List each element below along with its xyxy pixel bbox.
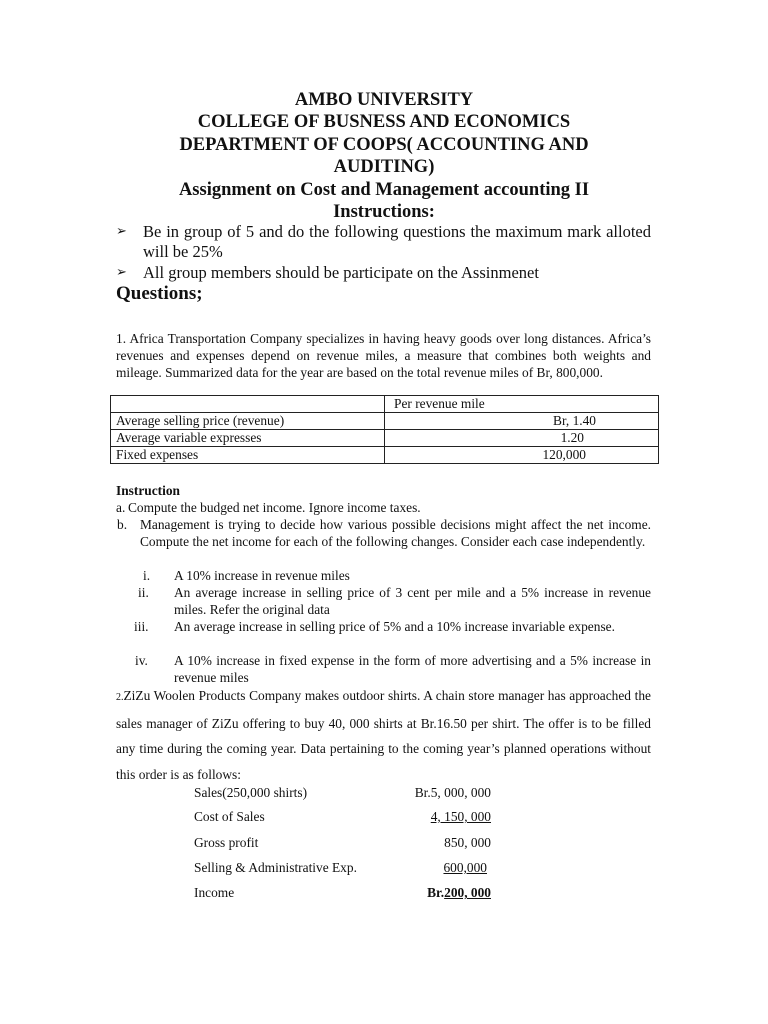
table-row bbox=[111, 447, 659, 464]
question-1-text bbox=[116, 330, 651, 381]
question-body: ZiZu Woolen Products Company makes outdoor shirts. A chain store manager has approached the sales manager of ZiZu offering to buy 40, 000 shirts at Br.16.50 per shirt. The offer is to be filled any time during the coming year. Data pertaining to the coming year’s planned operations without this order is as follows: bbox=[116, 688, 651, 782]
statement-row-cost-of-sales bbox=[194, 809, 491, 827]
statement-value: 4, 150, 000 bbox=[430, 809, 491, 824]
part-label: b. bbox=[117, 517, 128, 532]
department-name-line2: AUDITING) bbox=[333, 157, 435, 177]
table-row bbox=[111, 430, 659, 447]
table-header-cell bbox=[111, 396, 385, 413]
statement-label: Cost of Sales bbox=[194, 809, 265, 824]
part-a bbox=[116, 499, 651, 516]
subpart-iv bbox=[116, 652, 651, 686]
table-cell-label: Average selling price (revenue) bbox=[111, 413, 385, 430]
subpart-label: i. bbox=[143, 568, 151, 583]
instruction-text: Be in group of 5 and do the following questions the maximum mark alloted will be 25% bbox=[143, 222, 651, 261]
table-cell-value: 1.20 bbox=[385, 430, 659, 447]
table-cell-label: Fixed expenses bbox=[111, 447, 385, 464]
subpart-i bbox=[116, 567, 651, 584]
subpart-label: iii. bbox=[134, 619, 149, 634]
part-text: Compute the budged net income. Ignore income taxes. bbox=[128, 500, 421, 515]
subpart-text: A 10% increase in fixed expense in the form of more advertising and a 5% increase in revenue miles bbox=[174, 653, 651, 685]
revenue-data-table bbox=[110, 395, 659, 464]
subpart-ii bbox=[116, 584, 651, 618]
instructions-title: Instructions: bbox=[333, 202, 435, 222]
subpart-label: iv. bbox=[135, 653, 148, 668]
part-text: Management is trying to decide how various possible decisions might affect the net income. Compute the net income for each of the following changes. Consider each case independently. bbox=[140, 517, 651, 549]
statement-label: Gross profit bbox=[194, 835, 259, 850]
question-2-text bbox=[116, 683, 651, 787]
statement-value: 600,000 bbox=[443, 860, 487, 875]
table-header-row bbox=[111, 396, 659, 413]
statement-row-selling-admin bbox=[194, 860, 491, 878]
department-name-line1: DEPARTMENT OF COOPS( ACCOUNTING AND bbox=[179, 135, 589, 155]
instruction-heading: Instruction bbox=[116, 483, 180, 498]
table-row bbox=[111, 413, 659, 430]
statement-value: Br.5, 000, 000 bbox=[414, 785, 491, 800]
assignment-title: Assignment on Cost and Management accounting II bbox=[178, 180, 590, 200]
statement-label: Income bbox=[194, 885, 235, 900]
statement-row-sales bbox=[194, 785, 491, 803]
income-amount: 200, 000 bbox=[444, 885, 491, 900]
table-header-cell: Per revenue mile bbox=[385, 396, 659, 413]
subpart-text: An average increase in selling price of 3 cent per mile and a 5% increase in revenue miles. Refer the original data bbox=[174, 585, 651, 617]
statement-label: Sales(250,000 shirts) bbox=[194, 785, 308, 800]
subpart-text: A 10% increase in revenue miles bbox=[174, 568, 350, 583]
currency-prefix: Br. bbox=[427, 885, 445, 900]
subpart-label: ii. bbox=[138, 585, 149, 600]
part-label: a. bbox=[116, 500, 126, 515]
statement-value bbox=[427, 885, 491, 901]
subpart-text: An average increase in selling price of 5% and a 10% increase invariable expense. bbox=[174, 619, 615, 634]
statement-label: Selling & Administrative Exp. bbox=[194, 860, 357, 875]
table-cell-value: Br, 1.40 bbox=[385, 413, 659, 430]
part-b bbox=[116, 516, 651, 567]
statement-row-income bbox=[194, 885, 491, 903]
arrow-bullet-icon: ➢ bbox=[116, 265, 127, 280]
table-cell-value: 120,000 bbox=[385, 447, 659, 464]
arrow-bullet-icon: ➢ bbox=[116, 224, 127, 239]
statement-row-gross-profit bbox=[194, 835, 491, 853]
college-name: COLLEGE OF BUSNESS AND ECONOMICS bbox=[197, 112, 571, 132]
question-body: Africa Transportation Company specializes in having heavy goods over long distances. Africa’s revenues and expenses depend on revenue miles, a measure that combines both weights and mileage. Summarized data for the year are based on the total revenue miles of Br, 800,000. bbox=[116, 331, 652, 380]
question-number: 2. bbox=[116, 692, 124, 703]
question-number: 1. bbox=[116, 331, 127, 346]
statement-value: 850, 000 bbox=[444, 835, 491, 850]
instruction-text: All group members should be participate on the Assinmenet bbox=[143, 263, 539, 282]
subpart-iii bbox=[116, 618, 651, 652]
university-name: AMBO UNIVERSITY bbox=[294, 90, 474, 110]
questions-heading: Questions; bbox=[116, 283, 203, 304]
table-cell-label: Average variable expresses bbox=[111, 430, 385, 447]
